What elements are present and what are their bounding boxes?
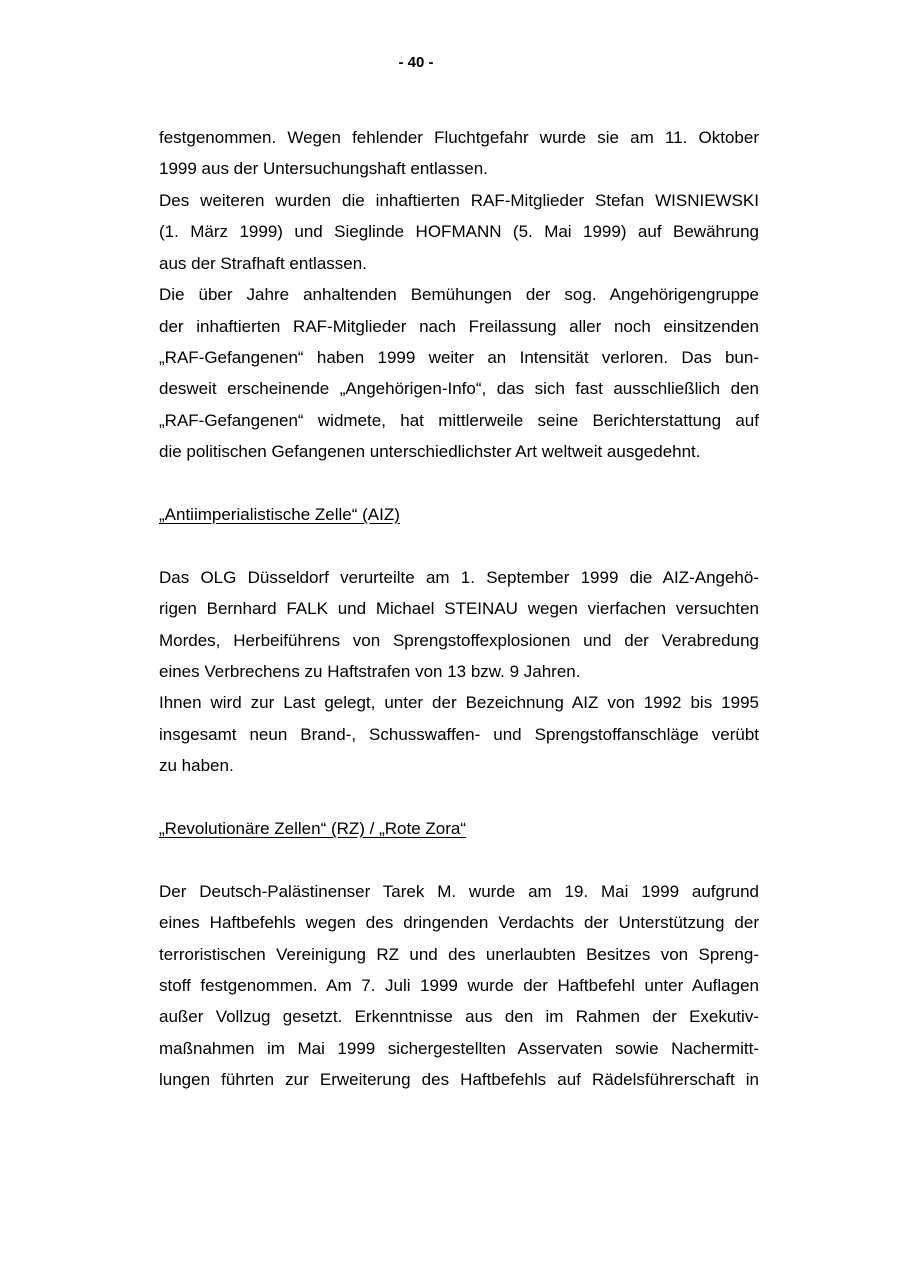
text-line: außer Vollzug gesetzt. Erkenntnisse aus den im Rahmen der Exekutiv- xyxy=(159,1007,759,1026)
text-line: eines Verbrechens zu Haftstrafen von 13 bzw. 9 Jahren. xyxy=(159,662,581,681)
text-line: „RAF-Gefangenen“ haben 1999 weiter an Intensität verloren. Das bun- xyxy=(159,348,759,367)
text-line: festgenommen. Wegen fehlender Fluchtgefahr wurde sie am 11. Oktober xyxy=(159,128,759,147)
text-line: eines Haftbefehls wegen des dringenden Verdachts der Unterstützung der xyxy=(159,913,759,932)
text-line: Ihnen wird zur Last gelegt, unter der Bezeichnung AIZ von 1992 bis 1995 xyxy=(159,693,759,712)
text-line: Die über Jahre anhaltenden Bemühungen der sog. Angehörigengruppe xyxy=(159,285,759,304)
section-heading-rz: „Revolutionäre Zellen“ (RZ) / „Rote Zora“ xyxy=(159,819,467,838)
text-line: „RAF-Gefangenen“ widmete, hat mittlerweile seine Berichterstattung auf xyxy=(159,411,759,430)
text-line: (1. März 1999) und Sieglinde HOFMANN (5. Mai 1999) auf Bewährung xyxy=(159,222,759,241)
text-line: stoff festgenommen. Am 7. Juli 1999 wurde der Haftbefehl unter Auflagen xyxy=(159,976,759,995)
text-line: lungen führten zur Erweiterung des Haftbefehls auf Rädelsführerschaft in xyxy=(159,1070,759,1089)
text-line: maßnahmen im Mai 1999 sichergestellten Asservaten sowie Nachermitt- xyxy=(159,1039,759,1058)
section-heading-aiz: „Antiimperialistische Zelle“ (AIZ) xyxy=(159,505,400,524)
text-line: rigen Bernhard FALK und Michael STEINAU wegen vierfachen versuchten xyxy=(159,599,759,618)
text-line: Der Deutsch-Palästinenser Tarek M. wurde am 19. Mai 1999 aufgrund xyxy=(159,882,759,901)
text-line: zu haben. xyxy=(159,756,234,775)
text-line: insgesamt neun Brand-, Schusswaffen- und Sprengstoffanschläge verübt xyxy=(159,725,759,744)
page-number: - 40 - xyxy=(398,54,434,71)
text-line: 1999 aus der Untersuchungshaft entlassen. xyxy=(159,159,488,178)
text-line: Das OLG Düsseldorf verurteilte am 1. September 1999 die AIZ-Angehö- xyxy=(159,568,759,587)
text-line: aus der Strafhaft entlassen. xyxy=(159,254,367,273)
text-line: die politischen Gefangenen unterschiedlichster Art weltweit ausgedehnt. xyxy=(159,442,701,461)
text-line: der inhaftierten RAF-Mitglieder nach Freilassung aller noch einsitzenden xyxy=(159,317,759,336)
text-line: Mordes, Herbeiführens von Sprengstoffexplosionen und der Verabredung xyxy=(159,631,759,650)
text-line: terroristischen Vereinigung RZ und des unerlaubten Besitzes von Spreng- xyxy=(159,945,759,964)
text-line: desweit erscheinende „Angehörigen-Info“, das sich fast ausschließlich den xyxy=(159,379,759,398)
text-line: Des weiteren wurden die inhaftierten RAF-Mitglieder Stefan WISNIEWSKI xyxy=(159,191,759,210)
